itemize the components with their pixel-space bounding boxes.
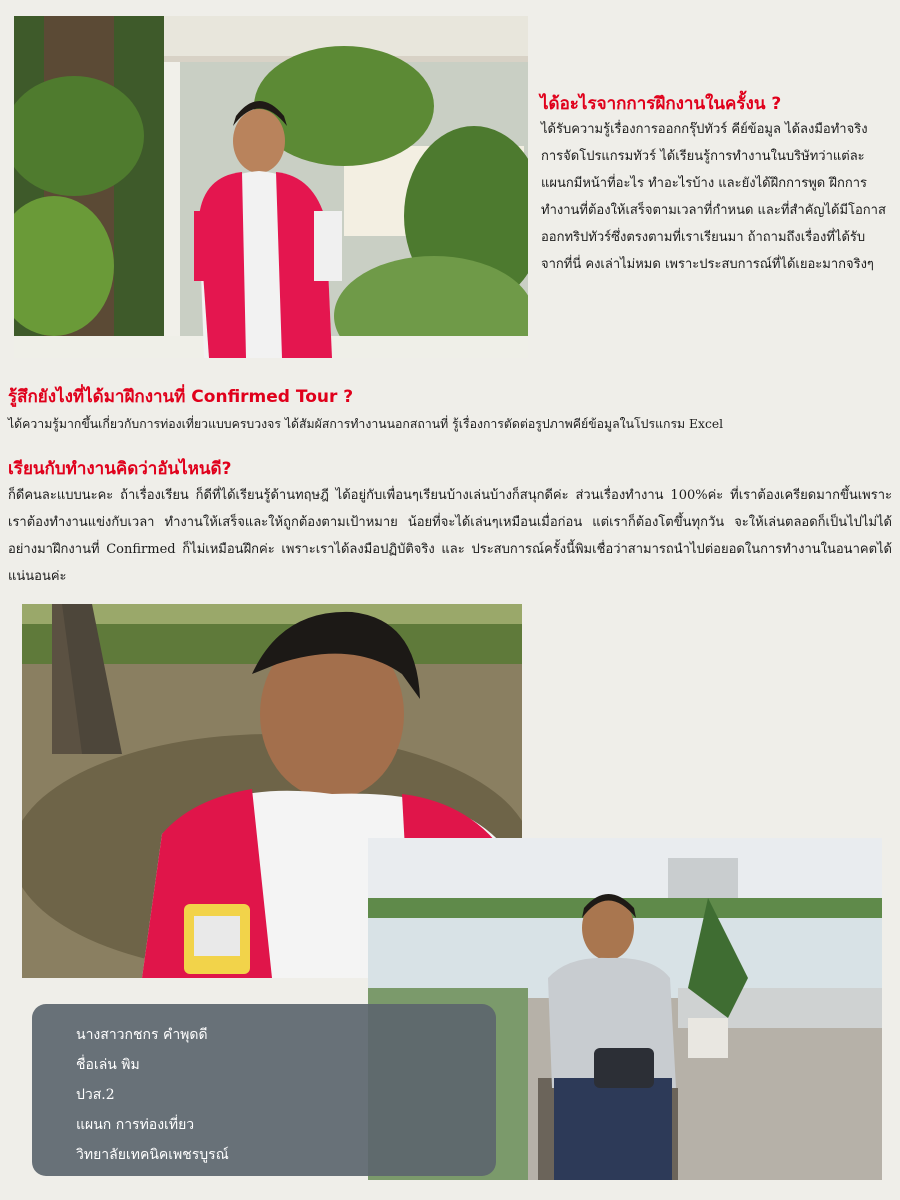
student-nickname: ชื่อเล่น พิม [76,1057,140,1073]
section-heading-study-vs-work: เรียนกับทำงานคิดว่าอันไหนดี? [8,459,232,479]
student-college: วิทยาลัยเทคนิคเพชรบูรณ์ [76,1147,229,1163]
student-info-box [32,1004,496,1176]
section-heading-learned: ได้อะไรจากการฝึกงานในครั้งน ? [540,94,782,114]
section-body-study-vs-work: ก็ดีคนละแบบนะคะ ถ้าเรื่องเรียน ก็ดีที่ได้เรียนรู้ด้านทฤษฎี ได้อยู่กับเพื่อนๆเรียนบ้างเล่นบ้างก็สนุกดีค่ะ ส่วนเรื่องทำงาน 100%ค่ะ ที่เราต้องเครียดมากขึ้นเพราะเราต้องทำงานแข่งกับเวลา ทำงานให้เสร็จและให้ถูกต้องตามเป้าหมาย น้อยที่จะได้เล่นๆเหมือนเมื่อก่อน แต่เราก็ต้องโตขึ้นทุกวัน จะให้เล่นตลอดก็เป็นไปไม่ได้ อย่างมาฝึกงานที่ Confirmed ก็ไม่เหมือนฝึกค่ะ เพราะเราได้ลงมือปฏิบัติจริง และ ประสบการณ์ครั้งนี้พิมเชื่อว่าสามารถนำไปต่อยอดในการทำงานในอนาคตได้แน่นอนค่ะ [8,488,892,584]
photo-student-garden [14,16,528,358]
student-level: ปวส.2 [76,1087,115,1103]
student-department: แผนก การท่องเที่ยว [76,1117,195,1133]
section-heading-feeling: รู้สึกยังไงที่ได้มาฝึกงานที่ Confirmed Tour ? [8,387,354,407]
section-body-learned: ได้รับความรู้เรื่องการออกกรุ๊ปทัวร์ คีย์ข้อมูล ได้ลงมือทำจริง การจัดโปรแกรมทัวร์ ได้เรียนรู้การทำงานในบริษัทว่าแต่ละแผนกมีหน้าที่อะไร ทำอะไรบ้าง และยังได้ฝึกการพูด ฝึกการทำงานที่ต้องให้เสร็จตามเวลาที่กำหนด และที่สำคัญได้มีโอกาสออกทริปทัวร์ซึ่งตรงตามที่เราเรียนมา ถ้าถามถึงเรื่องที่ได้รับจากที่นี่ คงเล่าไม่หมด เพราะประสบการณ์ที่ได้เยอะมากจริงๆ [541,122,886,272]
section-body-feeling: ได้ความรู้มากขึ้นเกี่ยวกับการท่องเที่ยวแบบครบวงจร ได้สัมผัสการทำงานนอกสถานที่ รู้เรื่องการตัดต่อรูปภาพคีย์ข้อมูลในโปรแกรม Excel [8,417,724,431]
student-name: นางสาวกชกร คำพุดดี [76,1027,208,1043]
